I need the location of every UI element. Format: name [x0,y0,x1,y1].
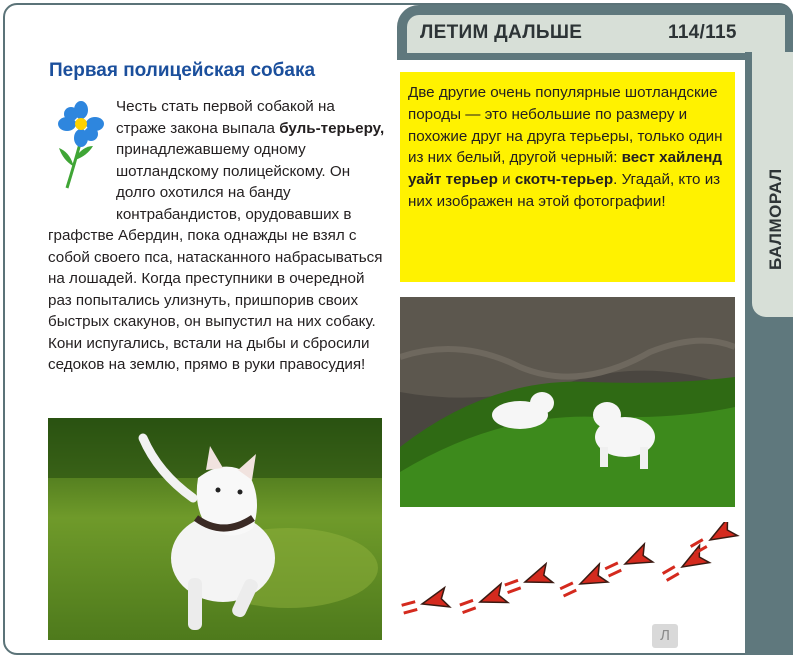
footprint-icon [458,584,508,619]
footprint-icon [660,545,710,585]
section-body-text-1: Честь стать первой собакой на страже закона выпала [116,98,335,137]
chapter-title: ЛЕТИМ ДАЛЬШЕ [420,22,583,43]
info-box-text-3: . Угадай, кто из них изображен на этой фотографии! [408,171,721,210]
section-body-text-2: принадлежавшему одному шотландскому полицейскому. Он долго охотился на банду контрабандистов, орудовавших в графстве Абердин, пока однажды не взял с собой своего пса, натасканного набрасываться на лошадей. Когда преступники в очередной раз попытались улизнуть, пришпорив своих быстрых скакунов, он выпустил на них собаку. Кони испугались, встали на дыбы и сбросили седоков на землю, прямо в руки правосудия! [48,141,383,373]
footprint-icon [603,544,653,582]
info-box-text-2: и [497,171,515,189]
section-heading: Первая полицейская собака [49,60,316,81]
info-box [400,72,735,282]
info-box-text-1: Две другие очень популярные шотландские породы — это небольшие по размеру и похожие друг на друга терьеры, только один из них белый, другой черный: [408,84,723,167]
bull-terrier-photo [48,418,382,640]
section-body-bold: буль-терьеру, [279,119,385,137]
footprint-icon [400,588,450,619]
watermark-logo: Л [652,624,678,648]
footprints-decoration [400,522,740,632]
info-box-bold-1: вест хайленд уайт терьер [408,149,723,189]
footprint-icon [503,564,553,599]
page-numbers: 114/115 [668,22,737,43]
section-body [48,96,388,376]
footprint-icon [558,564,608,602]
footprint-icon [688,522,738,559]
side-label: БАЛМОРАЛ [766,168,785,270]
westies-photo [400,297,735,507]
info-box-bold-2: скотч-терьер [514,171,614,189]
